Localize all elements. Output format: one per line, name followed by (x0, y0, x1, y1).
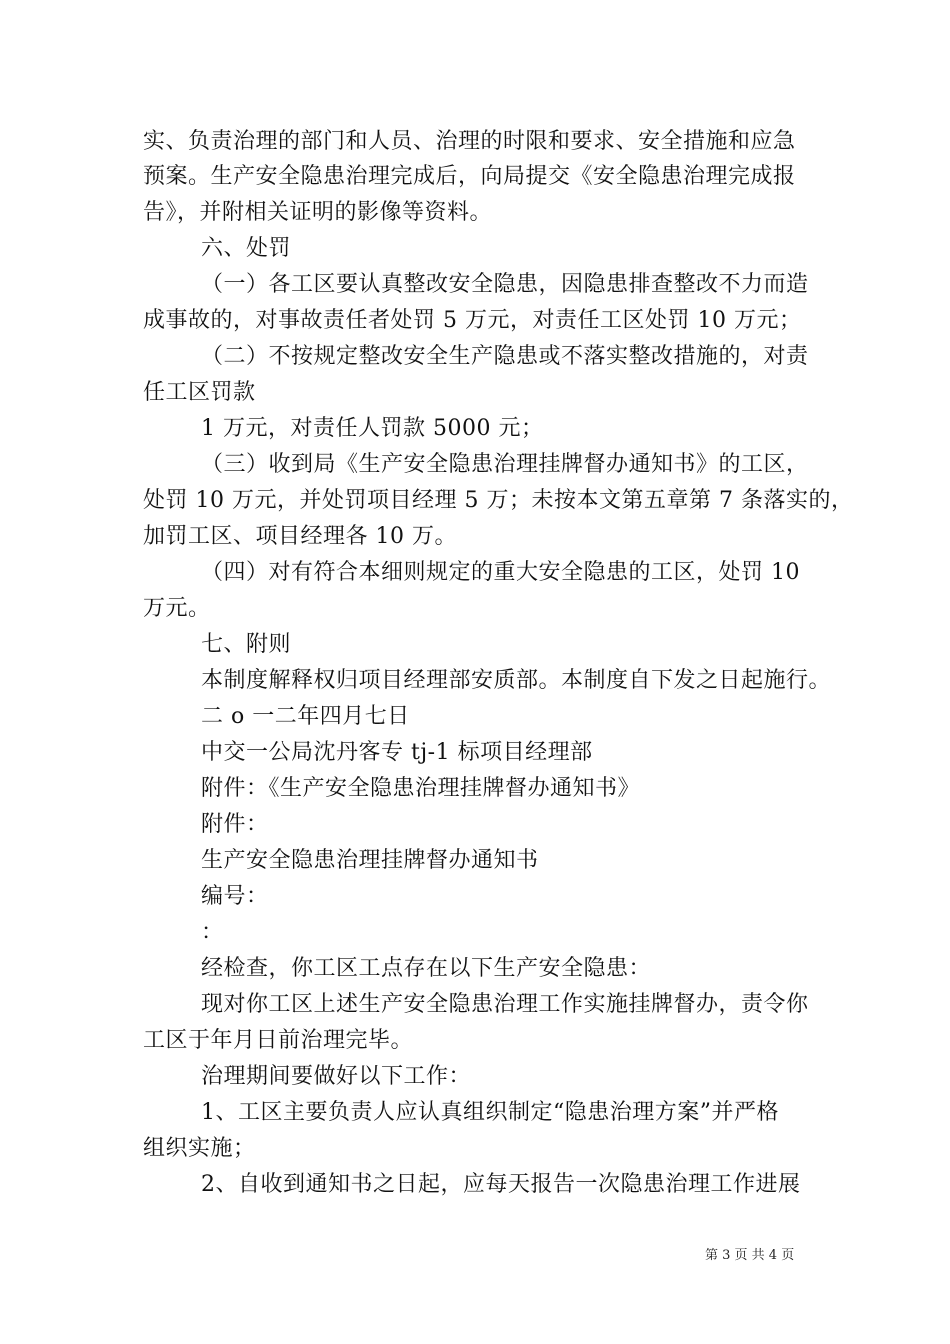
section-heading: 六、处罚 (201, 236, 292, 261)
body-line: （一）各工区要认真整改安全隐患，因隐患排查整改不力而造 (201, 272, 809, 297)
body-line: （二）不按规定整改安全生产隐患或不落实整改措施的，对责 (201, 344, 809, 369)
colon-line: ： (201, 920, 224, 945)
body-line: 万元。 (143, 596, 211, 621)
body-line: 加罚工区、项目经理各 10 万。 (143, 524, 457, 549)
section-heading: 七、附则 (201, 632, 292, 657)
number-label: 编号： (201, 884, 269, 909)
attachment-line: 附件：《生产安全隐患治理挂牌督办通知书》 (201, 776, 641, 801)
body-line: 2、自收到通知书之日起，应每天报告一次隐患治理工作进展 (201, 1172, 801, 1197)
body-line: 本制度解释权归项目经理部安质部。本制度自下发之日起施行。 (201, 668, 832, 693)
body-line: 成事故的，对事故责任者处罚 5 万元，对责任工区处罚 10 万元； (143, 308, 802, 333)
date-line: 二 o 一二年四月七日 (201, 704, 410, 729)
body-line: 任工区罚款 (143, 380, 256, 405)
body-line: 1、工区主要负责人应认真组织制定“隐患治理方案”并严格 (201, 1100, 779, 1125)
page-number: 第 3 页 共 4 页 (705, 1248, 795, 1263)
body-line: 治理期间要做好以下工作： (201, 1064, 472, 1089)
body-line: 组织实施； (143, 1136, 256, 1161)
body-line: （三）收到局《生产安全隐患治理挂牌督办通知书》的工区， (201, 452, 809, 477)
body-line: 1 万元，对责任人罚款 5000 元； (201, 416, 544, 441)
body-line: 实、负责治理的部门和人员、治理的时限和要求、安全措施和应急 (143, 129, 796, 154)
organization-line: 中交一公局沈丹客专 tj-1 标项目经理部 (201, 740, 593, 765)
body-line: 告》，并附相关证明的影像等资料。 (143, 200, 493, 225)
body-line: （四）对有符合本细则规定的重大安全隐患的工区，处罚 10 (201, 560, 800, 585)
body-line: 工区于年月日前治理完毕。 (143, 1028, 414, 1053)
notice-title: 生产安全隐患治理挂牌督办通知书 (201, 848, 539, 873)
body-line: 处罚 10 万元，并处罚项目经理 5 万；未按本文第五章第 7 条落实的， (143, 488, 854, 513)
body-line: 经检查，你工区工点存在以下生产安全隐患： (201, 956, 652, 981)
attachment-label: 附件： (201, 812, 269, 837)
body-line: 现对你工区上述生产安全隐患治理工作实施挂牌督办，责令你 (201, 992, 809, 1017)
body-line: 预案。生产安全隐患治理完成后，向局提交《安全隐患治理完成报 (143, 164, 796, 189)
